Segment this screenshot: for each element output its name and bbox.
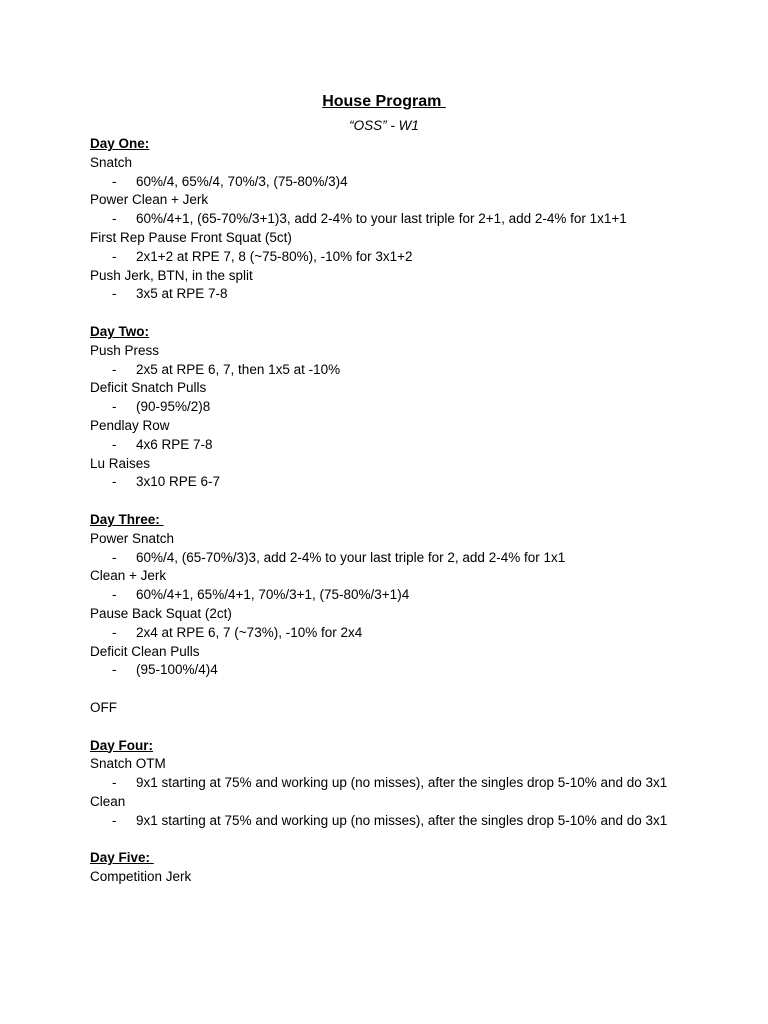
prescription-item [90, 285, 680, 304]
exercise-name: Push Jerk, BTN, in the split [90, 267, 253, 283]
prescription-item [90, 361, 680, 380]
exercise-name: Deficit Snatch Pulls [90, 380, 207, 396]
prescription-text: 3x5 at RPE 7-8 [136, 286, 228, 302]
prescription-text: 2x5 at RPE 6, 7, then 1x5 at -10% [136, 361, 341, 377]
bullet-dash: - [112, 474, 117, 490]
exercise-name: Lu Raises [90, 455, 151, 471]
bullet-dash: - [112, 436, 117, 452]
prescription-text: 2x4 at RPE 6, 7 (~73%), -10% for 2x4 [136, 624, 363, 640]
document-subtitle: “OSS” - W1 [349, 118, 419, 133]
exercise-name: Pause Back Squat (2ct) [90, 605, 232, 621]
bullet-dash: - [112, 812, 117, 828]
bullet-dash: - [112, 173, 117, 189]
prescription-item [90, 624, 680, 643]
spacer [90, 304, 680, 323]
spacer [90, 680, 680, 699]
prescription-item [90, 774, 680, 793]
prescription-text: 60%/4, (65-70%/3)3, add 2-4% to your last triple for 2, add 2-4% for 1x1 [136, 549, 566, 565]
day-heading: Day One: [90, 136, 150, 151]
prescription-item [90, 812, 680, 831]
prescription-item [90, 436, 680, 455]
program-content [90, 135, 680, 887]
prescription-text: 9x1 starting at 75% and working up (no misses), after the singles drop 5-10% and do 3x1 [136, 775, 668, 791]
prescription-item [90, 173, 680, 192]
prescription-item [90, 398, 680, 417]
bullet-dash: - [112, 286, 117, 302]
prescription-text: 3x10 RPE 6-7 [136, 474, 221, 490]
spacer [90, 718, 680, 737]
bullet-dash: - [112, 587, 117, 603]
prescription-text: 4x6 RPE 7-8 [136, 436, 213, 452]
bullet-dash: - [112, 775, 117, 791]
prescription-item [90, 248, 680, 267]
prescription-item [90, 473, 680, 492]
prescription-item [90, 210, 680, 229]
bullet-dash: - [112, 549, 117, 565]
exercise-name: Deficit Clean Pulls [90, 643, 200, 659]
bullet-dash: - [112, 211, 117, 227]
day-heading: Day Two: [90, 323, 150, 339]
prescription-item [90, 586, 680, 605]
bullet-dash: - [112, 399, 117, 415]
exercise-name: Pendlay Row [90, 417, 170, 433]
spacer [90, 492, 680, 511]
exercise-name: Clean + Jerk [90, 568, 167, 584]
prescription-text: (95-100%/4)4 [136, 662, 218, 678]
prescription-item [90, 549, 680, 568]
prescription-text: 9x1 starting at 75% and working up (no misses), after the singles drop 5-10% and do 3x1 [136, 812, 668, 828]
exercise-name: First Rep Pause Front Squat (5ct) [90, 229, 292, 245]
exercise-name: Push Press [90, 342, 160, 358]
spacer [90, 830, 680, 849]
off-label: OFF [90, 699, 117, 715]
bullet-dash: - [112, 624, 117, 640]
bullet-dash: - [112, 248, 117, 264]
prescription-text: 60%/4+1, 65%/4+1, 70%/3+1, (75-80%/3+1)4 [136, 587, 410, 603]
exercise-name: Power Snatch [90, 530, 175, 546]
day-heading: Day Five: [90, 850, 154, 866]
document-title: House Program [322, 93, 446, 110]
exercise-name: Power Clean + Jerk [90, 192, 209, 208]
exercise-name: Clean [90, 793, 126, 809]
bullet-dash: - [112, 361, 117, 377]
day-heading: Day Four: [90, 737, 154, 753]
prescription-item [90, 661, 680, 680]
exercise-name: Snatch [90, 154, 133, 170]
prescription-text: 2x1+2 at RPE 7, 8 (~75-80%), -10% for 3x1+2 [136, 248, 413, 264]
prescription-text: 60%/4, 65%/4, 70%/3, (75-80%/3)4 [136, 173, 348, 189]
exercise-name: Competition Jerk [90, 869, 192, 885]
prescription-text: 60%/4+1, (65-70%/3+1)3, add 2-4% to your last triple for 2+1, add 2-4% for 1x1+1 [136, 211, 627, 227]
prescription-text: (90-95%/2)8 [136, 399, 211, 415]
exercise-name: Snatch OTM [90, 756, 166, 772]
day-heading: Day Three: [90, 511, 164, 527]
bullet-dash: - [112, 662, 117, 678]
